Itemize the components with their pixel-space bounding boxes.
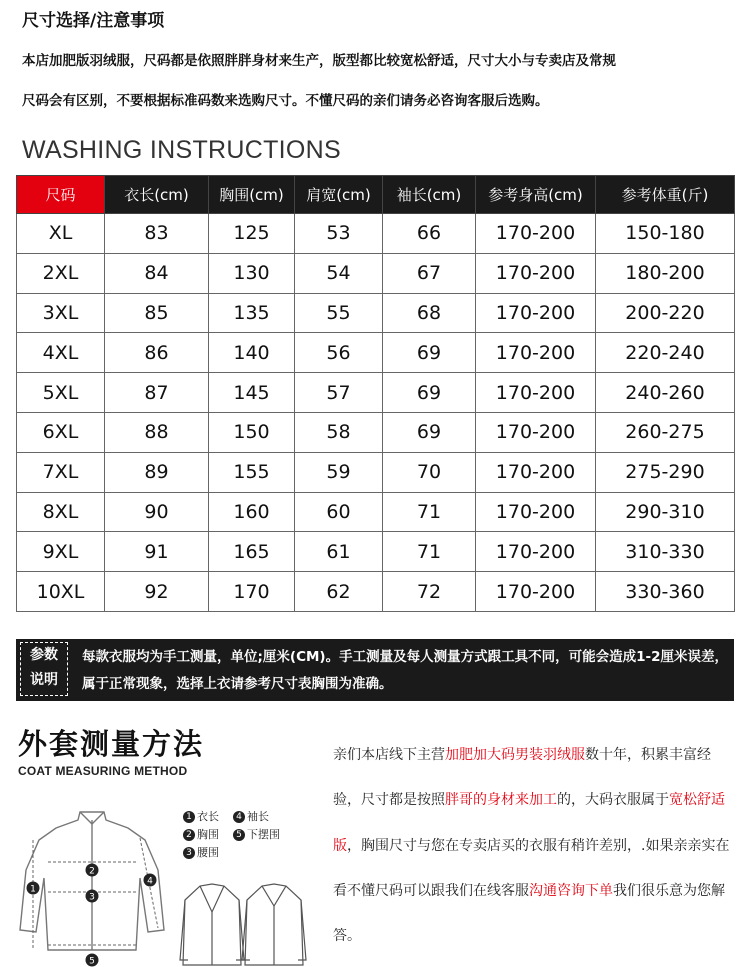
cell-sleeve: 69 (383, 333, 476, 373)
table-row (17, 492, 735, 532)
legend-number-icon: 4 (233, 811, 245, 823)
table-row (17, 333, 735, 373)
cell-chest: 155 (209, 452, 295, 492)
cell-size: 7XL (17, 452, 105, 492)
cell-length: 92 (105, 572, 209, 612)
table-row (17, 452, 735, 492)
notes-title: 尺寸选择/注意事项 (22, 11, 165, 31)
cell-length: 84 (105, 253, 209, 293)
legend-label: 衣长 (197, 810, 219, 823)
cell-sleeve: 71 (383, 492, 476, 532)
cell-sleeve: 71 (383, 532, 476, 572)
cell-chest: 125 (209, 214, 295, 254)
cell-length: 87 (105, 373, 209, 413)
cell-size: 10XL (17, 572, 105, 612)
svg-text:4: 4 (147, 876, 153, 887)
table-row (17, 532, 735, 572)
legend-number-icon: 1 (183, 811, 195, 823)
svg-text:1: 1 (30, 884, 36, 895)
cell-chest: 160 (209, 492, 295, 532)
cell-height: 170-200 (476, 293, 596, 333)
cell-size: 4XL (17, 333, 105, 373)
cell-height: 170-200 (476, 492, 596, 532)
cell-size: 3XL (17, 293, 105, 333)
desc-text: 的，大码衣服属于 (557, 792, 669, 809)
cell-sleeve: 69 (383, 412, 476, 452)
svg-text:5: 5 (89, 956, 95, 967)
desc-highlight: 胖哥的身材来加工 (445, 792, 557, 809)
cell-height: 170-200 (476, 214, 596, 254)
cell-height: 170-200 (476, 452, 596, 492)
coat-measure-title: 外套测量方法 (18, 727, 205, 761)
header-shoulder: 肩宽(cm) (295, 176, 383, 214)
parameter-note-label (20, 642, 68, 696)
cell-length: 91 (105, 532, 209, 572)
cell-length: 86 (105, 333, 209, 373)
legend-number-icon: 5 (233, 829, 245, 841)
cell-chest: 170 (209, 572, 295, 612)
cell-shoulder: 60 (295, 492, 383, 532)
cell-chest: 150 (209, 412, 295, 452)
cell-size: 6XL (17, 412, 105, 452)
cell-weight: 260-275 (596, 412, 735, 452)
legend-label: 袖长 (247, 810, 269, 823)
table-row (17, 253, 735, 293)
legend-label: 腰围 (197, 846, 219, 859)
cell-weight: 180-200 (596, 253, 735, 293)
cell-length: 90 (105, 492, 209, 532)
desc-highlight: 宽松舒适版 (333, 792, 725, 854)
cell-sleeve: 70 (383, 452, 476, 492)
parameter-note-label-line-1: 参数 (30, 647, 58, 663)
table-row (17, 412, 735, 452)
size-table-header-row (17, 176, 735, 214)
cell-shoulder: 54 (295, 253, 383, 293)
cell-chest: 140 (209, 333, 295, 373)
parameter-note-text: 每款衣服均为手工测量，单位;厘米(CM)。手工测量及每人测量方式跟工具不同，可能会造成1-2厘米误差，属于正常现象，选择上衣请参考尺寸表胸围为准确。 (82, 649, 728, 692)
notes-line-1: 本店加肥版羽绒服，尺码都是依照胖胖身材来生产，版型都比较宽松舒适，尺寸大小与专卖店及常规 (22, 53, 616, 69)
cell-length: 83 (105, 214, 209, 254)
cell-weight: 240-260 (596, 373, 735, 413)
cell-sleeve: 69 (383, 373, 476, 413)
size-table (16, 175, 735, 612)
cell-shoulder: 56 (295, 333, 383, 373)
notes-line-2: 尺码会有区别，不要根据标准码数来选购尺寸。不懂尺码的亲们请务必咨询客服后选购。 (22, 93, 549, 109)
table-row (17, 572, 735, 612)
cell-weight: 220-240 (596, 333, 735, 373)
cell-length: 88 (105, 412, 209, 452)
desc-text: 数十年，积累丰富经验，尺寸都是按照 (333, 747, 711, 809)
header-size: 尺码 (17, 176, 105, 214)
cell-shoulder: 62 (295, 572, 383, 612)
header-weight: 参考体重(斤) (596, 176, 735, 214)
cell-sleeve: 72 (383, 572, 476, 612)
washing-instructions-title: WASHING INSTRUCTIONS (22, 136, 341, 164)
svg-text:2: 2 (89, 866, 95, 877)
header-sleeve: 袖长(cm) (383, 176, 476, 214)
legend-number-icon: 2 (183, 829, 195, 841)
cell-shoulder: 58 (295, 412, 383, 452)
desc-text: 我们很乐意为您解答。 (333, 882, 725, 945)
coat-measuring-diagram (0, 800, 320, 967)
legend-label: 胸围 (197, 828, 219, 841)
cell-sleeve: 67 (383, 253, 476, 293)
cell-size: 2XL (17, 253, 105, 293)
table-row (17, 373, 735, 413)
cell-sleeve: 66 (383, 214, 476, 254)
header-length: 衣长(cm) (105, 176, 209, 214)
cell-chest: 130 (209, 253, 295, 293)
cell-shoulder: 55 (295, 293, 383, 333)
legend-label: 下摆围 (247, 828, 280, 841)
cell-height: 170-200 (476, 333, 596, 373)
cell-shoulder: 61 (295, 532, 383, 572)
cell-weight: 330-360 (596, 572, 735, 612)
cell-size: 8XL (17, 492, 105, 532)
desc-highlight: 加肥加大码男装羽绒服 (445, 747, 585, 763)
cell-sleeve: 68 (383, 293, 476, 333)
cell-size: XL (17, 214, 105, 254)
desc-text: ，胸围尺寸与您在专卖店买的衣服有稍许差别，.如果亲亲实在看不懂尺码可以跟我们在线客服 (333, 837, 730, 899)
cell-shoulder: 59 (295, 452, 383, 492)
legend-number-icon: 3 (183, 847, 195, 859)
table-row (17, 214, 735, 254)
desc-highlight: 沟通咨询下单 (529, 882, 613, 899)
table-row (17, 293, 735, 333)
header-chest: 胸围(cm) (209, 176, 295, 214)
desc-text: 亲们本店线下主营 (333, 747, 445, 763)
cell-length: 85 (105, 293, 209, 333)
cell-height: 170-200 (476, 572, 596, 612)
cell-height: 170-200 (476, 373, 596, 413)
cell-size: 5XL (17, 373, 105, 413)
cell-height: 170-200 (476, 532, 596, 572)
cell-height: 170-200 (476, 253, 596, 293)
coat-measure-subtitle: COAT MEASURING METHOD (18, 764, 188, 778)
cell-weight: 290-310 (596, 492, 735, 532)
cell-height: 170-200 (476, 412, 596, 452)
cell-weight: 150-180 (596, 214, 735, 254)
cell-weight: 200-220 (596, 293, 735, 333)
cell-chest: 135 (209, 293, 295, 333)
svg-text:3: 3 (89, 892, 95, 903)
cell-shoulder: 53 (295, 214, 383, 254)
cell-chest: 145 (209, 373, 295, 413)
cell-weight: 275-290 (596, 452, 735, 492)
header-height: 参考身高(cm) (476, 176, 596, 214)
cell-size: 9XL (17, 532, 105, 572)
cell-shoulder: 57 (295, 373, 383, 413)
parameter-note-label-line-2: 说明 (30, 672, 58, 688)
store-description (333, 733, 738, 959)
cell-length: 89 (105, 452, 209, 492)
cell-chest: 165 (209, 532, 295, 572)
cell-weight: 310-330 (596, 532, 735, 572)
